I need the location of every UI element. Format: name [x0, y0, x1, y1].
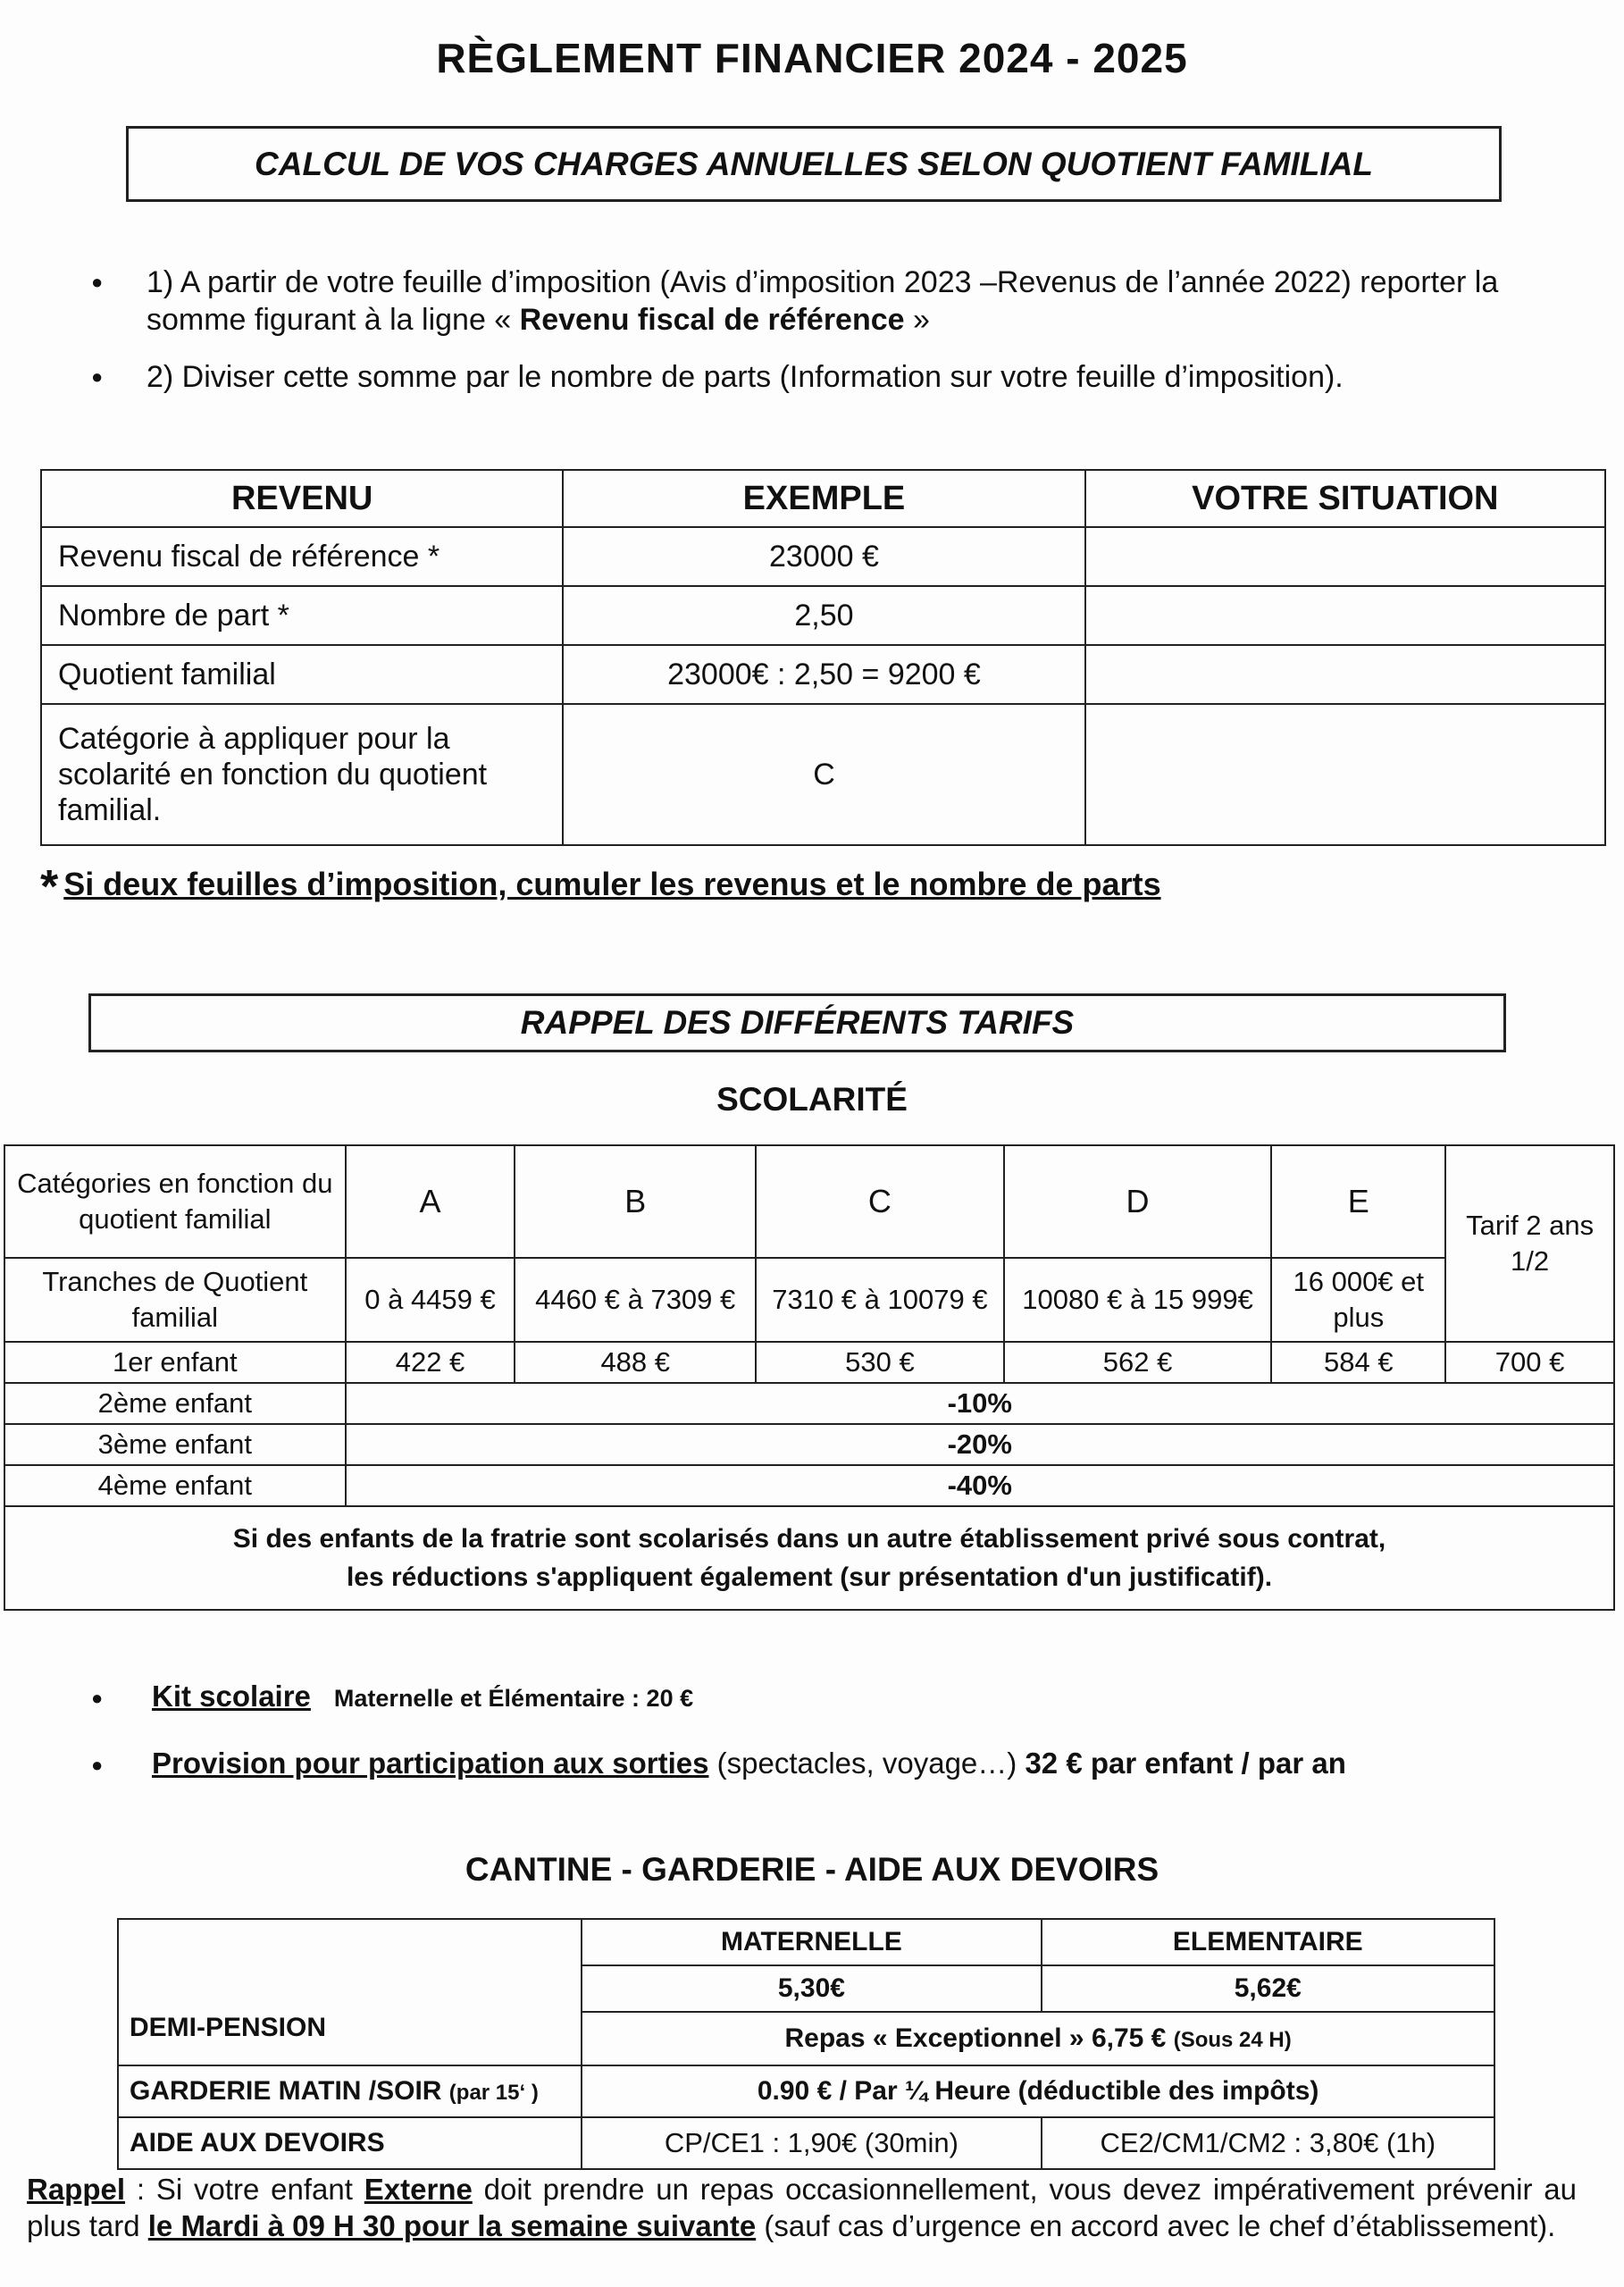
reduction-row — [4, 1383, 1614, 1424]
aide-label: AIDE AUX DEVOIRS — [118, 2117, 582, 2169]
price-b: 488 € — [515, 1342, 756, 1383]
row-label: Nombre de part * — [41, 586, 563, 645]
instruction-1: ● 1) A partir de votre feuille d’imposition (Avis d’imposition 2023 –Revenus de l’année 2022) reporter la somme figurant à la ligne « Revenu fiscal de référence » — [86, 264, 1586, 339]
tranches-label: Tranches de Quotient familial — [4, 1258, 346, 1342]
price-d: 562 € — [1004, 1342, 1272, 1383]
reduction-row — [4, 1424, 1614, 1465]
col-elementaire: ELEMENTAIRE — [1042, 1919, 1494, 1965]
tranche-b: 4460 € à 7309 € — [515, 1258, 756, 1342]
kit-label: Kit scolaire — [152, 1680, 311, 1713]
aide-row — [118, 2117, 1494, 2169]
table-row — [41, 645, 1605, 704]
asterisk: * — [40, 861, 59, 913]
category-b: B — [515, 1145, 756, 1258]
reduction-label: 2ème enfant — [4, 1383, 346, 1424]
garderie-label: GARDERIE MATIN /SOIR (par 15‘ ) — [118, 2065, 582, 2117]
categories-row — [4, 1145, 1614, 1258]
rappel-paragraph: Rappel : Si votre enfant Externe doit prendre un repas occasionnellement, vous devez impérativement prévenir au plus tard le Mardi à 09 H 30 pour la semaine suivante (sauf cas d’urgence en accord avec le chef d’établissement). — [27, 2173, 1578, 2242]
first-child-row — [4, 1342, 1614, 1383]
bullet-icon: ● — [91, 1754, 104, 1777]
rappel-label: Rappel — [27, 2173, 126, 2206]
price-2ans: 700 € — [1445, 1342, 1614, 1383]
row-label: Catégorie à appliquer pour la scolarité en fonction du quotient familial. — [41, 704, 563, 845]
header-exemple: EXEMPLE — [563, 470, 1084, 527]
repas-exceptionnel: Repas « Exceptionnel » 6,75 € (Sous 24 H) — [582, 2012, 1494, 2065]
header-votre-situation: VOTRE SITUATION — [1085, 470, 1605, 527]
provision-detail: (spectacles, voyage…) — [708, 1747, 1025, 1780]
provision-label: Provision pour participation aux sorties — [152, 1747, 709, 1780]
situation-cell — [1085, 645, 1605, 704]
row-label: Revenu fiscal de référence * — [41, 527, 563, 586]
tranche-d: 10080 € à 15 999€ — [1004, 1258, 1272, 1342]
category-c: C — [756, 1145, 1004, 1258]
price-c: 530 € — [756, 1342, 1004, 1383]
reduction-row — [4, 1465, 1614, 1506]
reduction-value: -10% — [346, 1383, 1614, 1424]
first-child-label: 1er enfant — [4, 1342, 346, 1383]
categories-label: Catégories en fonction du quotient familial — [4, 1145, 346, 1258]
provision-item — [86, 1747, 1346, 1780]
cantine-header-row — [118, 1919, 1494, 1965]
table-row — [41, 527, 1605, 586]
aide-ce2-price: CE2/CM1/CM2 : 3,80€ (1h) — [1042, 2117, 1494, 2169]
cantine-title: CANTINE - GARDERIE - AIDE AUX DEVOIRS — [465, 1851, 1159, 1888]
price-elementaire: 5,62€ — [1042, 1965, 1494, 2012]
row-example: 23000 € — [563, 527, 1084, 586]
table-row — [41, 704, 1605, 845]
garderie-price: 0.90 € / Par ¼ Heure (déductible des impôts) — [582, 2065, 1494, 2117]
demi-pension-label: DEMI-PENSION — [118, 1919, 582, 2065]
instructions-list — [86, 264, 1586, 415]
revenu-fiscal-bold: Revenu fiscal de référence — [519, 303, 905, 337]
reduction-label: 4ème enfant — [4, 1465, 346, 1506]
garderie-row — [118, 2065, 1494, 2117]
category-d: D — [1004, 1145, 1272, 1258]
externe-word: Externe — [364, 2173, 473, 2206]
tarif-2ans-label: Tarif 2 ans 1/2 — [1445, 1145, 1614, 1342]
header-revenu: REVENU — [41, 470, 563, 527]
tranche-c: 7310 € à 10079 € — [756, 1258, 1004, 1342]
row-example: 23000€ : 2,50 = 9200 € — [563, 645, 1084, 704]
situation-cell — [1085, 586, 1605, 645]
scolarite-title: SCOLARITÉ — [716, 1081, 908, 1118]
reduction-label: 3ème enfant — [4, 1424, 346, 1465]
provision-price: 32 € par enfant / par an — [1025, 1747, 1346, 1780]
category-e: E — [1271, 1145, 1445, 1258]
tranches-row — [4, 1258, 1614, 1342]
instruction-2: ● 2) Diviser cette somme par le nombre de parts (Information sur votre feuille d’imposition). — [86, 358, 1586, 396]
reduction-value: -40% — [346, 1465, 1614, 1506]
scolarite-table — [4, 1144, 1615, 1611]
bullet-icon: ● — [91, 1687, 104, 1710]
aide-cp-price: CP/CE1 : 1,90€ (30min) — [582, 2117, 1041, 2169]
price-a: 422 € — [346, 1342, 515, 1383]
kit-detail: Maternelle et Élémentaire : 20 € — [333, 1685, 694, 1712]
reduction-value: -20% — [346, 1424, 1614, 1465]
section-heading-calcul: CALCUL DE VOS CHARGES ANNUELLES SELON QUOTIENT FAMILIAL — [126, 126, 1502, 202]
revenu-header-row — [41, 470, 1605, 527]
page-title: RÈGLEMENT FINANCIER 2024 - 2025 — [436, 35, 1188, 81]
row-label: Quotient familial — [41, 645, 563, 704]
fratrie-note: Si des enfants de la fratrie sont scolarisés dans un autre établissement privé sous contrat, les réductions s'appliquent également (sur présentation d'un justificatif). — [4, 1506, 1614, 1610]
tranche-a: 0 à 4459 € — [346, 1258, 515, 1342]
section-heading-rappel: RAPPEL DES DIFFÉRENTS TARIFS — [88, 993, 1506, 1052]
col-maternelle: MATERNELLE — [582, 1919, 1041, 1965]
cantine-table — [117, 1918, 1495, 2170]
price-e: 584 € — [1271, 1342, 1445, 1383]
note-deux-feuilles: * Si deux feuilles d’imposition, cumuler les revenus et le nombre de parts — [40, 861, 1161, 913]
situation-cell — [1085, 704, 1605, 845]
category-a: A — [346, 1145, 515, 1258]
revenu-table — [40, 469, 1606, 846]
tranche-e: 16 000€ et plus — [1271, 1258, 1445, 1342]
deadline-text: le Mardi à 09 H 30 pour la semaine suivante — [147, 2209, 757, 2242]
kit-scolaire-item — [86, 1680, 693, 1713]
price-maternelle: 5,30€ — [582, 1965, 1041, 2012]
row-example: C — [563, 704, 1084, 845]
row-example: 2,50 — [563, 586, 1084, 645]
situation-cell — [1085, 527, 1605, 586]
table-row — [41, 586, 1605, 645]
fratrie-row — [4, 1506, 1614, 1610]
